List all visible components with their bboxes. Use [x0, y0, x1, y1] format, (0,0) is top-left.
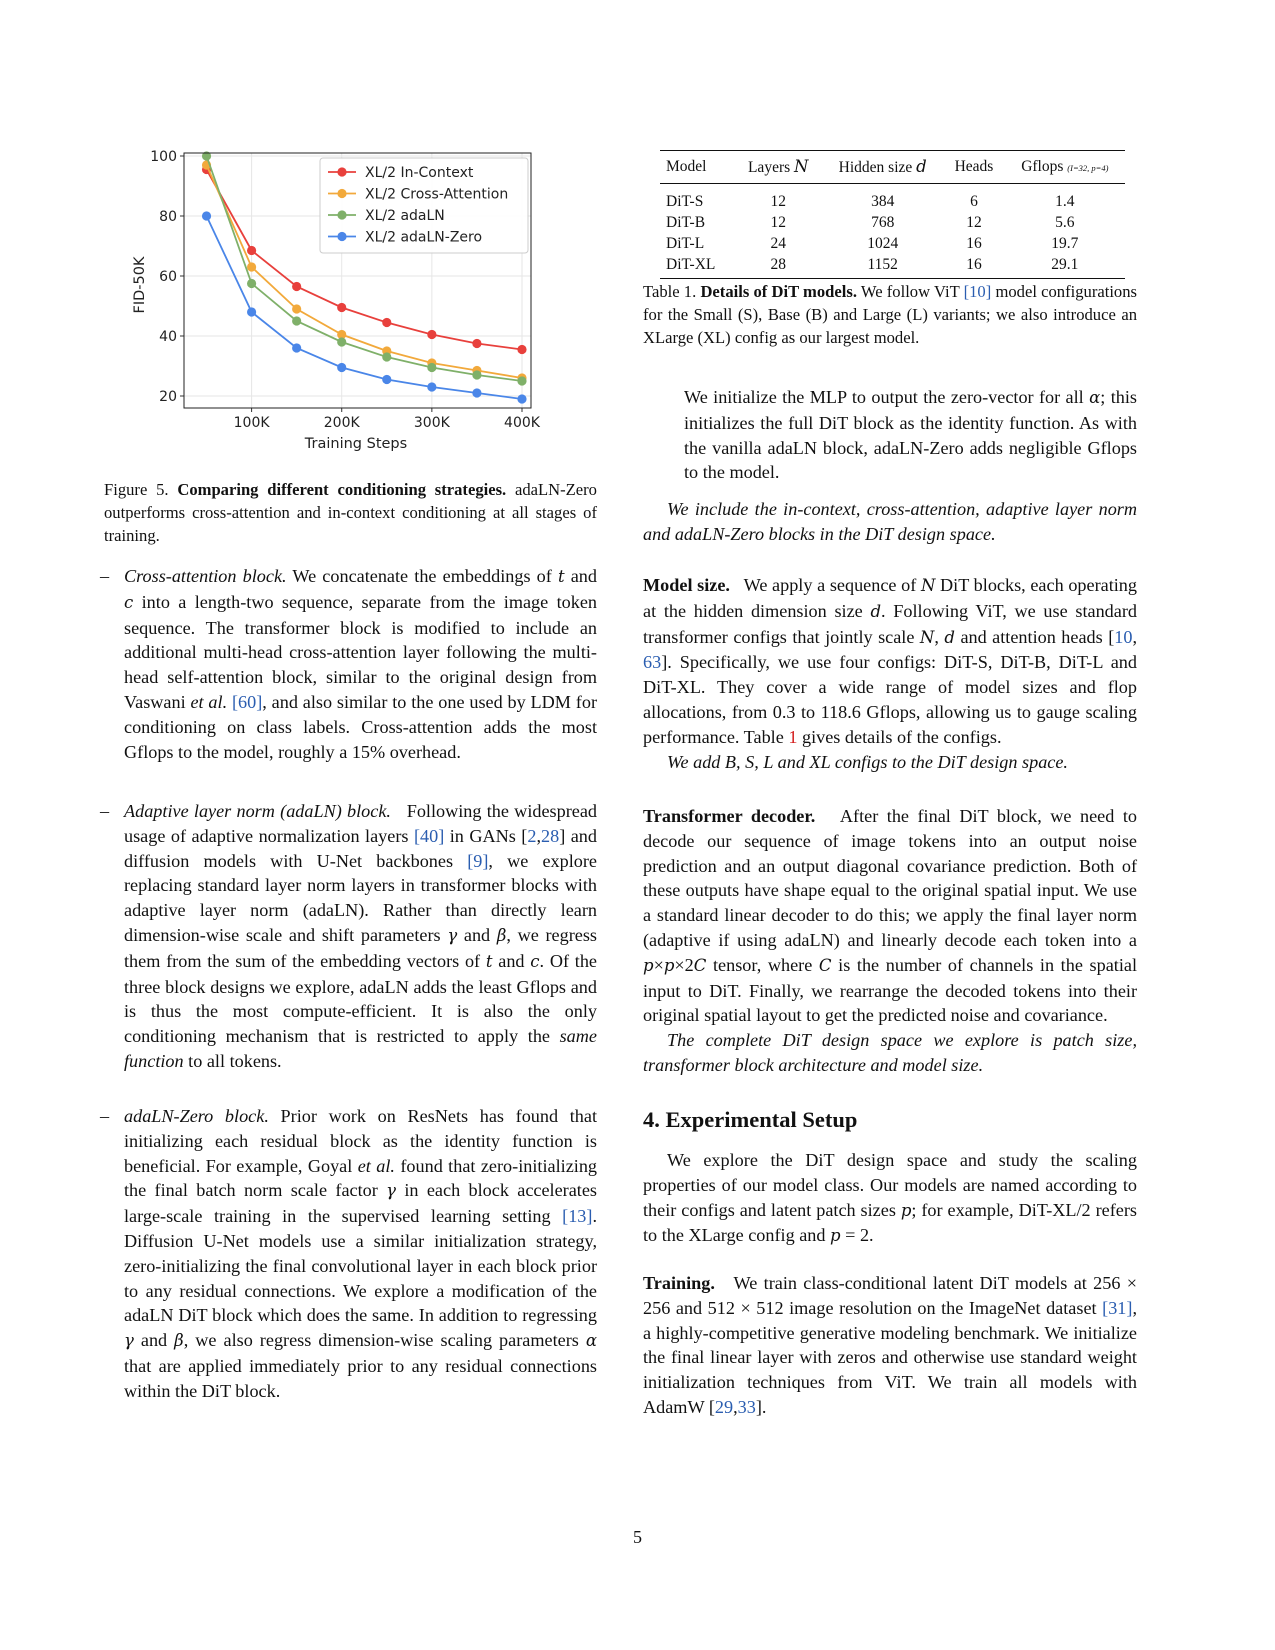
legend-marker	[337, 210, 346, 219]
training-paragraph: Training. We train class-conditional latent DiT models at 256 × 256 and 512 × 512 image resolution on the ImageNet dataset [31], a highly-competitive generative modeling benchmark. We initialize the final linear layer with zeros and otherwise use standard weight initialization techniques from ViT. We train all models with AdamW [29,33].	[643, 1273, 1137, 1417]
legend-label: XL/2 adaLN	[365, 208, 445, 224]
table-cell: 384	[871, 193, 895, 210]
ref-33[interactable]: 33	[737, 1396, 756, 1417]
table-cell: 24	[770, 235, 786, 252]
chart-legend	[320, 158, 528, 253]
col-heads: Heads	[943, 151, 1004, 184]
data-point	[427, 330, 436, 339]
data-point	[382, 375, 391, 384]
transformer-decoder-paragraph: Transformer decoder. After the final DiT block, we need to decode our sequence of image tokens into an output noise prediction and an output diagonal covariance prediction. Both of these outputs have shape equal to the original spatial input. We use a standard linear decoder to do this; we apply the final layer norm (adaptive if using adaLN) and linearly decode each token into a p×p×2C tensor, where C is the number of channels in the spatial input to DiT. Finally, we rearrange the decoded tokens into their original spatial layout to get the predicted noise and covariance. The complete DiT design space we explore is patch size, transformer block architecture and model size.	[643, 806, 1137, 1075]
data-point	[337, 337, 346, 346]
legend-marker	[337, 189, 346, 198]
table-row	[660, 233, 1125, 254]
data-point	[247, 307, 256, 316]
data-point	[337, 303, 346, 312]
table-cell: DiT-XL	[660, 254, 734, 279]
table-cell: 1152	[822, 254, 943, 279]
data-point	[247, 279, 256, 288]
y-tick-label: 80	[159, 209, 177, 225]
table-header-row	[660, 151, 1125, 184]
table-row	[660, 254, 1125, 279]
table-1-ref[interactable]: 1	[788, 726, 798, 747]
figure-5-caption: Figure 5. Comparing different conditioning strategies. adaLN-Zero outperforms cross-attention and in-context conditioning at all stages of training.	[104, 480, 597, 545]
x-tick-label: 200K	[323, 415, 360, 431]
y-tick-label: 60	[159, 269, 177, 285]
ref-13[interactable]: [13]	[562, 1206, 593, 1227]
data-point	[472, 370, 481, 379]
table-cell: DiT-L	[666, 235, 705, 252]
y-tick-label: 40	[159, 329, 177, 345]
table-cell: 1024	[867, 235, 899, 252]
data-point	[202, 211, 211, 220]
col-layers: Layers N	[734, 151, 822, 184]
data-point	[517, 394, 526, 403]
section-heading: 4. Experimental Setup	[643, 1107, 858, 1132]
x-axis-label: Training Steps	[304, 436, 408, 452]
data-point	[292, 343, 301, 352]
fid-line-chart	[132, 149, 576, 480]
ref-10b[interactable]: 10	[1114, 626, 1133, 647]
data-point	[337, 363, 346, 372]
table-cell: 29.1	[1005, 254, 1125, 279]
data-point	[247, 262, 256, 271]
y-tick-label: 100	[150, 149, 177, 165]
table-cell: 5.6	[1055, 214, 1075, 231]
table-cell: 12	[966, 214, 982, 231]
col-model: Model	[660, 151, 734, 184]
data-point	[517, 345, 526, 354]
table-cell: 12	[770, 214, 786, 231]
x-tick-label: 100K	[233, 415, 270, 431]
data-point	[427, 382, 436, 391]
design-space-note-1: We include the in-context, cross-attention, adaptive layer norm and adaLN-Zero blocks in the DiT design space.	[643, 499, 1137, 544]
table-cell: 16	[966, 235, 982, 252]
legend-marker	[337, 232, 346, 241]
data-point	[292, 282, 301, 291]
legend-label: XL/2 Cross-Attention	[365, 186, 509, 203]
table-cell: 28	[734, 254, 822, 279]
data-point	[472, 339, 481, 348]
page-number: 5	[633, 1527, 642, 1547]
list-item-adaln: – Adaptive layer norm (adaLN) block. Following the widespread usage of adaptive normalization layers [40] in GANs [2,28] and diffusion models with U-Net backbones [9], we explore replacing standard layer norm layers in transformer blocks with adaptive layer norm (adaLN). Rather than directly learn dimension-wise scale and shift parameters γ and β, we regress them from the sum of the embedding vectors of t and c. Of the three block designs we explore, adaLN adds the least Gflops and is thus the most compute-efficient. It is also the only conditioning mechanism that is restricted to apply the same function to all tokens.	[100, 801, 598, 1071]
ref-10[interactable]: [10]	[963, 282, 992, 301]
data-point	[427, 363, 436, 372]
table-cell: 6	[970, 193, 978, 210]
table-cell: 768	[871, 214, 895, 231]
y-tick-label: 20	[159, 389, 177, 405]
table-cell: DiT-S	[666, 193, 704, 210]
mlp-paragraph: We initialize the MLP to output the zero-vector for all α; this initializes the full DiT block as the identity function. As with the vanilla adaLN block, adaLN-Zero adds negligible Gflops to the model.	[684, 387, 1137, 483]
list-item-cross-attention: – Cross-attention block. We concatenate the embeddings of t and c into a length-two sequence, separate from the image token sequence. The transformer block is modified to include an additional multi-head cross-attention layer following the multi-head self-attention block, similar to the original design from Vaswani et al. [60], and also similar to the one used by LDM for conditioning on class labels. Cross-attention adds the most Gflops to the model, roughly a 15% overhead.	[100, 566, 598, 762]
table-cell: 1.4	[1055, 193, 1075, 210]
data-point	[292, 304, 301, 313]
list-item-adaln-zero: – adaLN-Zero block. Prior work on ResNets has found that initializing each residual block as the identity function is beneficial. For example, Goyal et al. found that zero-initializing the final batch norm scale factor γ in each block accelerates large-scale training in the supervised learning setting [13]. Diffusion U-Net models use a similar initialization strategy, zero-initializing the final convolutional layer in each block prior to any residual connections. We explore a modification of the adaLN DiT block which does the same. In addition to regressing γ and β, we also regress dimension-wise scaling parameters α that are applied immediately prior to any residual connections within the DiT block.	[100, 1106, 598, 1401]
data-point	[382, 352, 391, 361]
data-point	[247, 246, 256, 255]
table-dit-models	[660, 150, 1125, 279]
ref-2[interactable]: 2	[527, 825, 537, 846]
data-point	[472, 388, 481, 397]
table-cell: 12	[770, 193, 786, 210]
legend-label: XL/2 In-Context	[365, 165, 474, 181]
ref-28[interactable]: 28	[541, 825, 560, 846]
table-cell: 16	[943, 254, 1004, 279]
model-size-paragraph: Model size. We apply a sequence of N DiT blocks, each operating at the hidden dimension size d. Following ViT, we use standard transformer configs that jointly scale N, d and attention heads [10, 63]. Specifically, we use four configs: DiT-S, DiT-B, DiT-L and DiT-XL. They cover a wide range of model sizes and flop allocations, from 0.3 to 118.6 Gflops, allowing us to gauge scaling performance. Table 1 gives details of the configs. We add B, S, L and XL configs to the DiT design space.	[643, 575, 1137, 772]
legend-marker	[337, 167, 346, 176]
x-tick-label: 300K	[413, 415, 450, 431]
data-point	[517, 376, 526, 385]
ref-60[interactable]: [60]	[231, 691, 263, 712]
col-gflops: Gflops (I=32, p=4)	[1005, 151, 1125, 184]
col-hidden: Hidden size d	[822, 151, 943, 184]
ref-9[interactable]: [9]	[467, 850, 489, 871]
experimental-setup-paragraph: We explore the DiT design space and study the scaling properties of our model class. Our models are named according to their configs and latent patch sizes p; for example, DiT-XL/2 refers to the XLarge config and p = 2.	[643, 1150, 1137, 1246]
legend-label: XL/2 adaLN-Zero	[365, 229, 483, 246]
data-point	[382, 318, 391, 327]
data-point	[292, 316, 301, 325]
table-cell: DiT-B	[666, 214, 706, 231]
ref-40[interactable]: [40]	[413, 825, 445, 846]
ref-63[interactable]: 63	[643, 652, 662, 673]
table-row	[660, 184, 1125, 213]
table-row	[660, 212, 1125, 233]
table-cell: 19.7	[1051, 235, 1079, 252]
ref-31[interactable]: [31]	[1102, 1297, 1133, 1318]
y-axis-label: FID-50K	[132, 256, 148, 314]
ref-29[interactable]: 29	[714, 1396, 734, 1417]
table-1-caption: Table 1. Details of DiT models. We follow ViT [10] model configurations for the Small (S), Base (B) and Large (L) variants; we also introduce an XLarge (XL) config as our largest model.	[643, 282, 1137, 347]
x-tick-label: 400K	[504, 415, 540, 431]
